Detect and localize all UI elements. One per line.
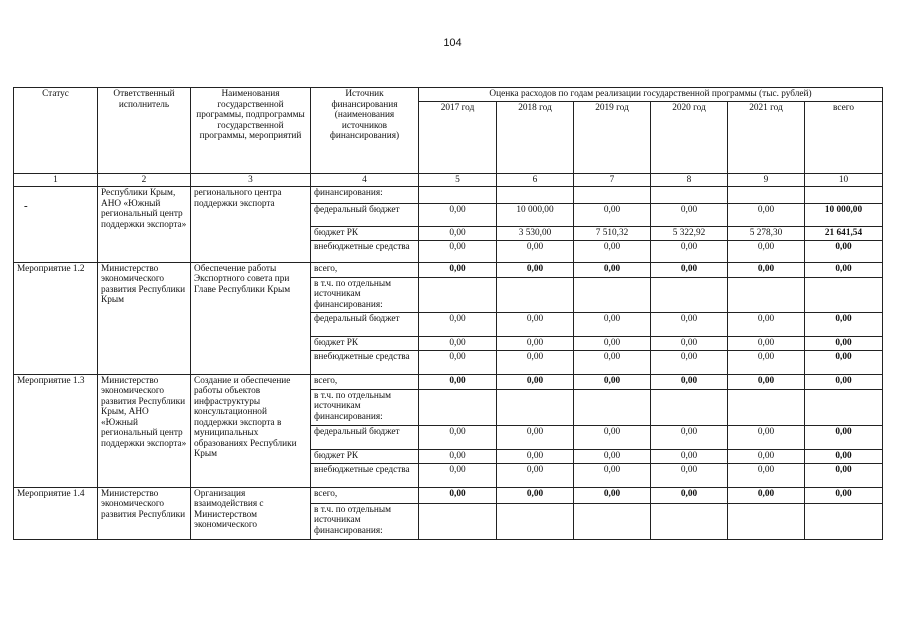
responsible-cell: Министерство экономического развития Республики Крым, АНО «Южный региональный центр поддержки экспорта» [98,374,191,487]
value-cell [651,187,728,204]
total-cell [805,503,883,539]
header-total: всего [805,101,883,173]
value-cell: 0,00 [574,449,651,463]
value-cell: 0,00 [651,374,728,389]
header-year: 2019 год [574,101,651,173]
value-cell: 0,00 [419,336,497,350]
responsible-cell: Республики Крым, АНО «Южный региональный центр поддержки экспорта» [98,187,191,263]
source-cell: федеральный бюджет [311,312,419,336]
header-funding-source: Источник финансирования (наименования источников финансирования) [311,88,419,174]
total-cell: 21 641,54 [805,227,883,241]
value-cell: 3 530,00 [497,227,574,241]
source-cell: бюджет РК [311,336,419,350]
value-cell: 0,00 [419,425,497,449]
measure-1-4 [14,487,883,539]
source-cell: всего, [311,487,419,503]
value-cell: 0,00 [651,425,728,449]
value-cell: 0,00 [419,350,497,374]
value-cell: 0,00 [497,262,574,277]
col-number: 5 [419,173,497,187]
value-cell: 0,00 [419,204,497,227]
measure-1-3 [14,374,883,487]
value-cell: 0,00 [728,240,805,262]
value-cell: 0,00 [728,449,805,463]
value-cell: 0,00 [728,463,805,487]
value-cell: 0,00 [574,374,651,389]
value-cell: 0,00 [728,312,805,336]
value-cell: 0,00 [728,262,805,277]
value-cell: 0,00 [651,449,728,463]
value-cell [497,503,574,539]
status-cell [14,187,98,263]
table-header [14,88,883,187]
value-cell: 0,00 [574,350,651,374]
value-cell [419,187,497,204]
col-number: 10 [805,173,883,187]
value-cell: 0,00 [651,240,728,262]
value-cell: 0,00 [419,463,497,487]
value-cell: 0,00 [651,350,728,374]
source-cell: федеральный бюджет [311,204,419,227]
total-cell: 0,00 [805,425,883,449]
value-cell [728,277,805,312]
value-cell: 0,00 [419,449,497,463]
source-cell: федеральный бюджет [311,425,419,449]
value-cell: 0,00 [419,262,497,277]
col-number: 8 [651,173,728,187]
header-year: 2021 год [728,101,805,173]
value-cell: 0,00 [728,425,805,449]
value-cell: 0,00 [574,463,651,487]
value-cell [651,389,728,425]
total-cell: 0,00 [805,240,883,262]
total-cell: 10 000,00 [805,204,883,227]
total-cell: 0,00 [805,262,883,277]
value-cell: 0,00 [651,487,728,503]
total-cell: 0,00 [805,463,883,487]
value-cell [419,277,497,312]
header-expenses: Оценка расходов по годам реализации государственной программы (тыс. рублей) [419,88,883,102]
value-cell: 0,00 [728,374,805,389]
value-cell [419,503,497,539]
value-cell: 0,00 [651,463,728,487]
source-cell: бюджет РК [311,449,419,463]
value-cell: 0,00 [574,204,651,227]
source-cell: в т.ч. по отдельным источникам финансирования: [311,503,419,539]
value-cell: 10 000,00 [497,204,574,227]
col-number: 3 [191,173,311,187]
status-cell: Мероприятие 1.3 [14,374,98,487]
source-cell: внебюджетные средства [311,463,419,487]
value-cell: 0,00 [497,487,574,503]
value-cell [574,187,651,204]
value-cell: 0,00 [728,350,805,374]
col-number: 7 [574,173,651,187]
header-year: 2017 год [419,101,497,173]
total-cell [805,187,883,204]
source-cell: бюджет РК [311,227,419,241]
value-cell: 0,00 [574,487,651,503]
source-cell: в т.ч. по отдельным источникам финансирования: [311,389,419,425]
value-cell [728,503,805,539]
source-cell: внебюджетные средства [311,240,419,262]
value-cell: 0,00 [497,425,574,449]
col-number: 4 [311,173,419,187]
value-cell: 0,00 [419,227,497,241]
value-cell: 0,00 [651,336,728,350]
value-cell: 0,00 [419,374,497,389]
col-number: 9 [728,173,805,187]
value-cell: 0,00 [497,336,574,350]
total-cell: 0,00 [805,350,883,374]
value-cell: 0,00 [574,336,651,350]
value-cell: 0,00 [574,262,651,277]
value-cell [497,187,574,204]
header-year: 2018 год [497,101,574,173]
value-cell [497,277,574,312]
total-cell [805,389,883,425]
responsible-cell: Министерство экономического развития Республики Крым [98,262,191,374]
value-cell: 0,00 [574,240,651,262]
value-cell: 0,00 [497,240,574,262]
name-cell: Организация взаимодействия с Министерством экономического [191,487,311,539]
value-cell: 0,00 [497,350,574,374]
value-cell: 0,00 [497,312,574,336]
expenses-table [13,87,883,540]
status-cell: Мероприятие 1.4 [14,487,98,539]
total-cell: 0,00 [805,312,883,336]
col-number: 2 [98,173,191,187]
name-cell: Создание и обеспечение работы объектов инфраструктуры консультационной поддержки экспорта в муниципальных образованиях Республики Крым [191,374,311,487]
total-cell: 0,00 [805,449,883,463]
scan-mark: - [24,200,28,212]
value-cell: 0,00 [574,425,651,449]
source-cell: всего, [311,374,419,389]
total-cell: 0,00 [805,487,883,503]
value-cell: 0,00 [419,312,497,336]
header-program-name: Наименования государственной программы, подпрограммы государственной программы, мероприятий [191,88,311,174]
value-cell: 0,00 [497,463,574,487]
value-cell: 0,00 [728,487,805,503]
value-cell [574,277,651,312]
value-cell [574,389,651,425]
value-cell [728,187,805,204]
responsible-cell: Министерство экономического развития Республики [98,487,191,539]
name-cell: Обеспечение работы Экспортного совета при Главе Республики Крым [191,262,311,374]
header-responsible: Ответственный исполнитель [98,88,191,174]
value-cell: 0,00 [574,312,651,336]
header-status: Статус [14,88,98,174]
source-cell: всего, [311,262,419,277]
value-cell [419,389,497,425]
col-number: 1 [14,173,98,187]
source-cell: финансирования: [311,187,419,204]
total-cell: 0,00 [805,336,883,350]
value-cell: 0,00 [728,204,805,227]
header-year: 2020 год [651,101,728,173]
column-numbers-row [14,173,883,187]
value-cell: 0,00 [419,240,497,262]
value-cell [651,503,728,539]
source-cell: в т.ч. по отдельным источникам финансирования: [311,277,419,312]
value-cell: 0,00 [497,374,574,389]
value-cell [497,389,574,425]
status-cell: Мероприятие 1.2 [14,262,98,374]
total-cell: 0,00 [805,374,883,389]
value-cell: 0,00 [497,449,574,463]
value-cell: 0,00 [651,312,728,336]
value-cell: 7 510,32 [574,227,651,241]
page-number: 104 [443,37,462,49]
value-cell: 0,00 [651,204,728,227]
value-cell: 5 278,30 [728,227,805,241]
value-cell: 0,00 [728,336,805,350]
block-continuation [14,187,883,263]
name-cell: регионального центра поддержки экспорта [191,187,311,263]
measure-1-2 [14,262,883,374]
value-cell: 5 322,92 [651,227,728,241]
col-number: 6 [497,173,574,187]
value-cell [728,389,805,425]
total-cell [805,277,883,312]
value-cell [574,503,651,539]
value-cell [651,277,728,312]
value-cell: 0,00 [651,262,728,277]
value-cell: 0,00 [419,487,497,503]
source-cell: внебюджетные средства [311,350,419,374]
